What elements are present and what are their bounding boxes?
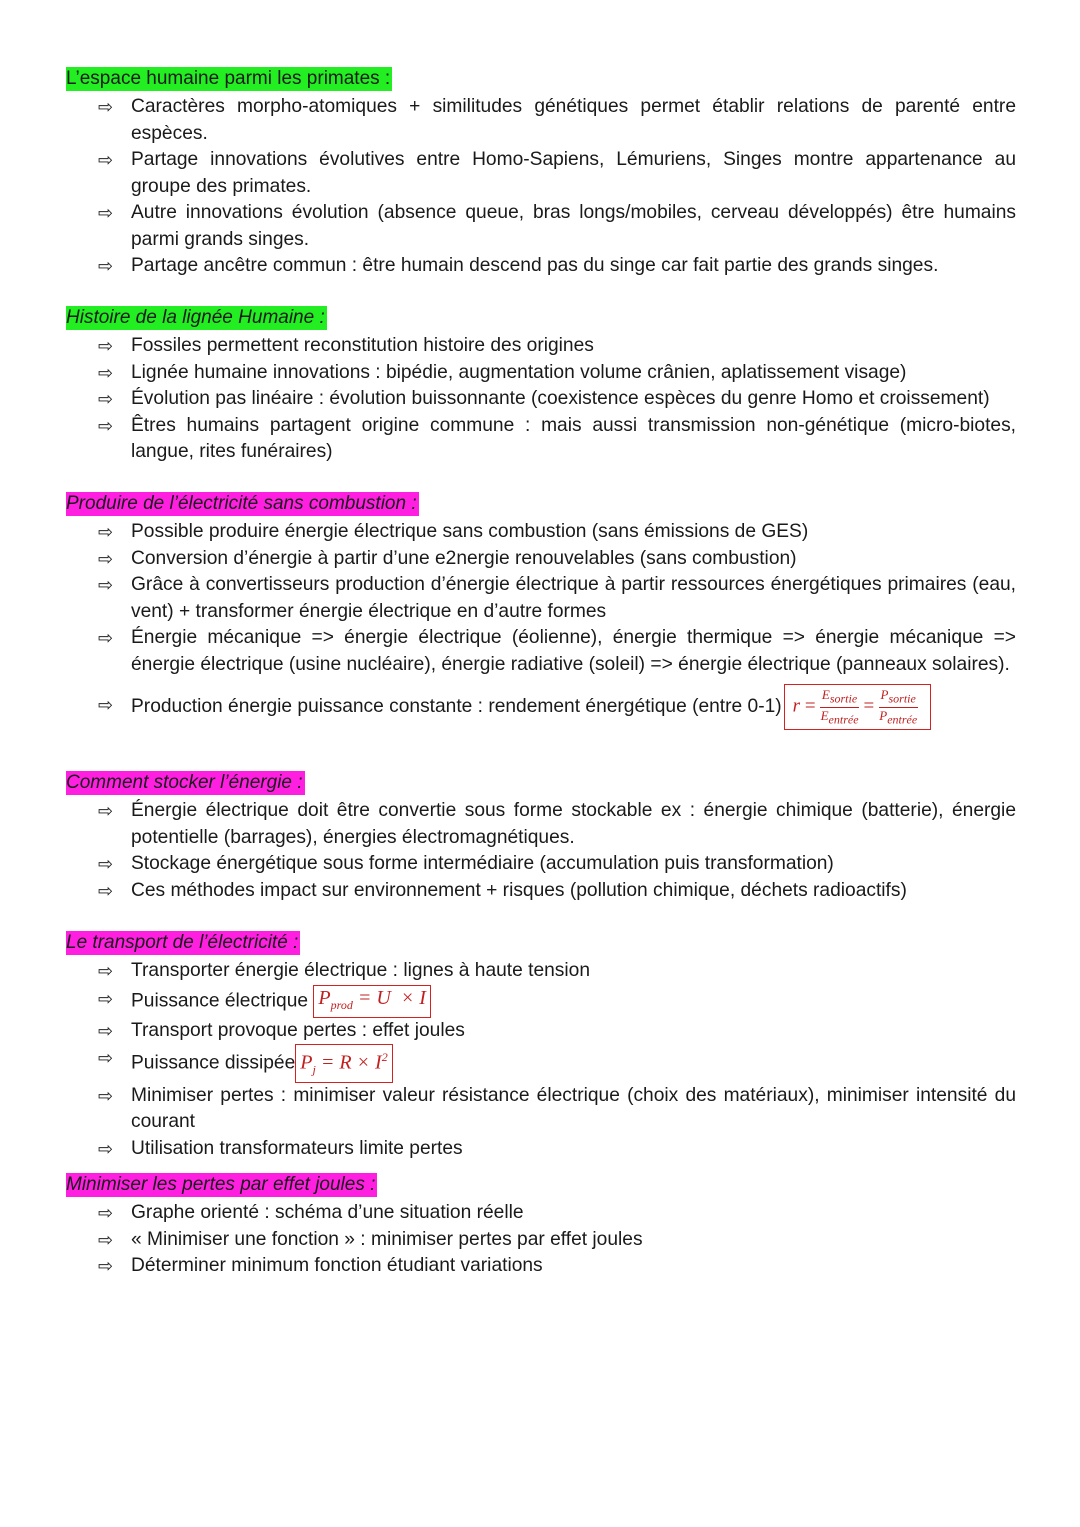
- arrow-icon: ⇨: [98, 628, 114, 648]
- list-item: ⇨ Utilisation transformateurs limite pertes: [66, 1136, 1016, 1163]
- list-item: ⇨ Partage ancêtre commun : être humain descend pas du singe car fait partie des grands singes.: [66, 253, 1016, 280]
- arrow-icon: ⇨: [98, 97, 114, 117]
- arrow-icon: ⇨: [98, 1203, 114, 1223]
- bullet-list: [66, 519, 1016, 730]
- list-item: ⇨ Puissance dissipée $P_j = R \times I^2$: [66, 1044, 1016, 1083]
- arrow-icon: ⇨: [98, 961, 114, 981]
- list-item: ⇨ Fossiles permettent reconstitution histoire des origines: [66, 333, 1016, 360]
- arrow-icon: ⇨: [98, 880, 114, 901]
- arrow-icon: ⇨: [98, 801, 114, 821]
- arrow-icon: ⇨: [98, 575, 114, 595]
- list-item: ⇨ Lignée humaine innovations : bipédie, augmentation volume crânien, aplatissement visage): [66, 360, 1016, 387]
- bullet-list: [66, 333, 1016, 466]
- list-item: ⇨ Minimiser pertes : minimiser valeur résistance électrique (choix des matériaux), minimiser intensité du courant: [98, 1084, 1016, 1133]
- arrow-icon: ⇨: [98, 1138, 114, 1159]
- list-item: ⇨ Grâce à convertisseurs production d’énergie électrique à partir ressources énergétiques primaires (eau, vent) + transformer énergie électrique en d’autre formes: [98, 574, 1016, 622]
- arrow-icon: ⇨: [98, 854, 114, 874]
- section-primates: [66, 67, 1016, 280]
- power-fraction: $\frac{P_{sortie}}{P_{entrée}}$: [879, 687, 918, 727]
- arrow-icon: ⇨: [98, 415, 114, 436]
- arrow-icon: ⇨: [98, 336, 114, 356]
- arrow-icon: ⇨: [98, 256, 114, 276]
- arrow-icon: ⇨: [98, 695, 114, 715]
- energy-fraction: $\frac{E_{sortie}}{E_{entrée}}$: [820, 687, 859, 727]
- list-item: ⇨ Transport provoque pertes : effet joules: [66, 1018, 1016, 1045]
- list-item: ⇨ Énergie mécanique => énergie électrique (éolienne), énergie thermique => énergie mécanique => énergie électrique (usine nucléaire), énergie radiative (soleil) => énergie électrique (panneaux solaires).: [98, 627, 1016, 675]
- list-item: ⇨ Autre innovations évolution (absence queue, bras longs/mobiles, cerveau développés) être humains parmi grands singes.: [98, 202, 1016, 250]
- arrow-icon: ⇨: [98, 988, 114, 1009]
- arrow-icon: ⇨: [98, 389, 114, 409]
- arrow-icon: ⇨: [98, 1256, 114, 1276]
- list-item: ⇨ Ces méthodes impact sur environnement + risques (pollution chimique, déchets radioactifs): [66, 878, 1016, 905]
- arrow-icon: ⇨: [98, 203, 114, 223]
- list-item: ⇨ Conversion d’énergie à partir d’une e2nergie renouvelables (sans combustion): [66, 546, 1016, 573]
- arrow-icon: ⇨: [98, 548, 114, 569]
- power-formula: $P_{prod} = U \times I$: [313, 985, 431, 1018]
- section-heading: L’espace humaine parmi les primates :: [66, 68, 391, 89]
- list-item: ⇨ Déterminer minimum fonction étudiant variations: [66, 1253, 1016, 1280]
- bullet-list: [66, 94, 1016, 280]
- list-item: ⇨ Évolution pas linéaire : évolution buissonnante (coexistence espèces du genre Homo et croissement): [66, 386, 1016, 413]
- section-minimiser-pertes: [66, 1173, 1016, 1280]
- list-item: ⇨ Caractères morpho-atomiques + similitudes génétiques permet établir relations de parenté entre espèces.: [98, 96, 1016, 144]
- arrow-icon: ⇨: [98, 150, 114, 170]
- bullet-list: [66, 958, 1016, 1162]
- list-item: ⇨ Possible produire énergie électrique sans combustion (sans émissions de GES): [66, 519, 1016, 546]
- list-item: ⇨ Énergie électrique doit être convertie sous forme stockable ex : énergie chimique (batterie), énergie potentielle (barrages), énergies électromagnétiques.: [98, 800, 1016, 848]
- section-heading: Histoire de la lignée Humaine :: [66, 307, 325, 328]
- list-item: ⇨ Stockage énergétique sous forme intermédiaire (accumulation puis transformation): [66, 851, 1016, 878]
- list-item: ⇨ Êtres humains partagent origine commune : mais aussi transmission non-génétique (micro-biotes, langue, rites funéraires): [98, 414, 1016, 462]
- efficiency-formula: r = $\frac{E_{sortie}}{E_{entrée}}$ = $\frac{P_{sortie}}{P_{entrée}}$: [784, 684, 932, 730]
- arrow-icon: ⇨: [98, 1048, 114, 1068]
- arrow-icon: ⇨: [98, 1020, 114, 1041]
- section-transport-electricite: [66, 931, 1016, 1162]
- list-item: ⇨ Puissance électrique $P_{prod} = U \times I$: [66, 985, 1016, 1018]
- list-item: ⇨ « Minimiser une fonction » : minimiser pertes par effet joules: [66, 1227, 1016, 1254]
- list-item: ⇨ Graphe orienté : schéma d’une situation réelle: [66, 1200, 1016, 1227]
- list-item: ⇨ Production énergie puissance constante : rendement énergétique (entre 0-1) r = $\frac{E_{sortie}}{E_{entrée}}$ = $\frac{P_{sortie}}{P_{entrée}}$: [66, 684, 1016, 730]
- section-heading: Produire de l’électricité sans combustion :: [66, 493, 417, 514]
- section-electricite-sans-combustion: [66, 492, 1016, 730]
- list-item: ⇨ Transporter énergie électrique : lignes à haute tension: [66, 958, 1016, 985]
- bullet-list: [66, 1200, 1016, 1280]
- section-lignee-humaine: [66, 306, 1016, 466]
- joule-formula: $P_j = R \times I^2$: [295, 1044, 392, 1083]
- bullet-list: [66, 798, 1016, 904]
- section-heading: Minimiser les pertes par effet joules :: [66, 1174, 376, 1195]
- section-heading: Le transport de l’électricité :: [66, 932, 299, 953]
- list-item: ⇨ Partage innovations évolutives entre Homo-Sapiens, Lémuriens, Singes montre appartenance au groupe des primates.: [98, 149, 1016, 197]
- section-heading: Comment stocker l’énergie :: [66, 772, 303, 793]
- arrow-icon: ⇨: [98, 362, 114, 383]
- arrow-icon: ⇨: [98, 1229, 114, 1250]
- arrow-icon: ⇨: [98, 1085, 114, 1106]
- arrow-icon: ⇨: [98, 522, 114, 542]
- section-stocker-energie: [66, 771, 1016, 904]
